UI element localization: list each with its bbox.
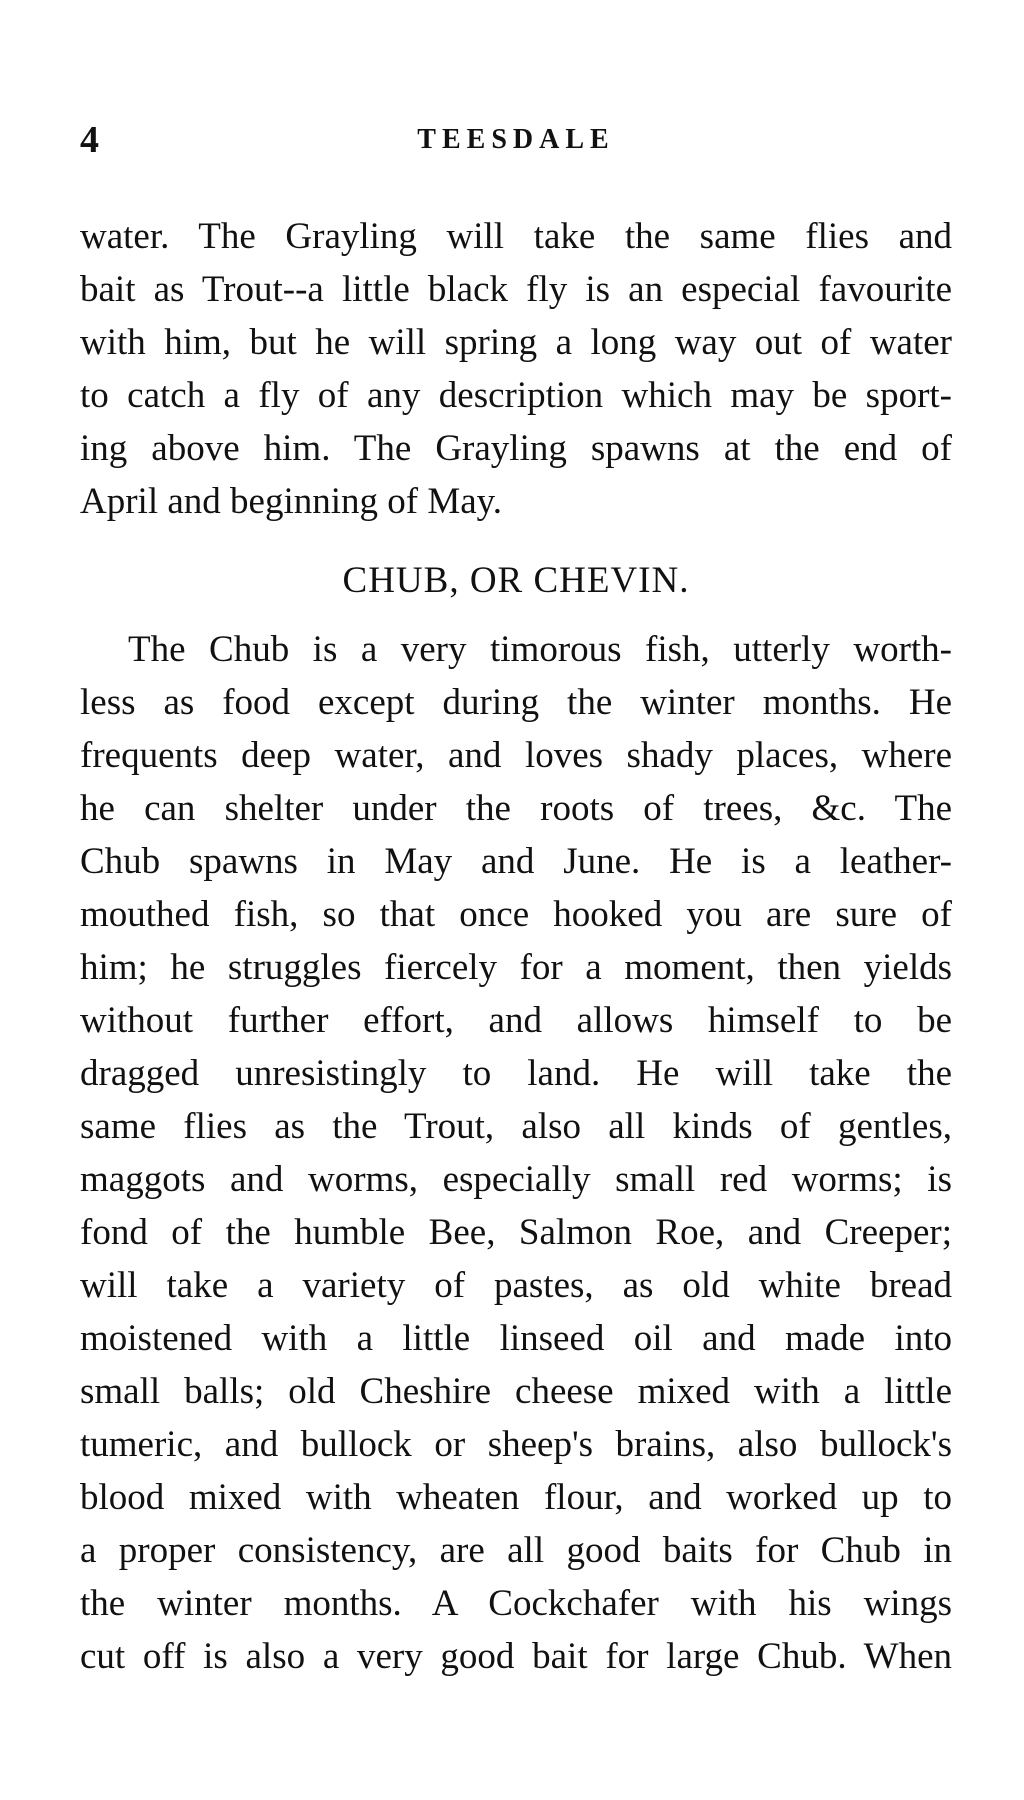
text-line: cut off is also a very good bait for large Chub. When [80,1636,952,1677]
text-line: without further effort, and allows himself to be [80,1000,952,1041]
text-line: with him, but he will spring a long way out of water [80,322,952,363]
text-line: dragged unresistingly to land. He will take the [80,1053,952,1094]
page-number: 4 [80,119,99,161]
text-line: less as food except during the winter months. He [80,682,952,723]
text-line: moistened with a little linseed oil and made into [80,1318,952,1359]
text-line: maggots and worms, especially small red worms; is [80,1159,952,1200]
text-line: Chub spawns in May and June. He is a leather- [80,841,952,882]
text-line: small balls; old Cheshire cheese mixed with a little [80,1371,952,1412]
text-line: to catch a fly of any description which may be sport- [80,375,952,416]
text-line: ing above him. The Grayling spawns at the end of [80,428,952,469]
paragraph-chub [80,623,952,1683]
paragraph-grayling [80,210,952,528]
text-line: frequents deep water, and loves shady places, where [80,735,952,776]
text-line: will take a variety of pastes, as old white bread [80,1265,952,1306]
text-line: The Chub is a very timorous fish, utterly worth- [128,629,952,670]
text-line: blood mixed with wheaten flour, and worked up to [80,1477,952,1518]
running-title: TEESDALE [417,124,615,155]
text-line: fond of the humble Bee, Salmon Roe, and Creeper; [80,1212,952,1253]
text-line: tumeric, and bullock or sheep's brains, also bullock's [80,1424,952,1465]
text-line: mouthed fish, so that once hooked you are sure of [80,894,952,935]
text-line: him; he struggles fiercely for a moment, then yields [80,947,952,988]
text-line: a proper consistency, are all good baits for Chub in [80,1530,952,1571]
text-line: same flies as the Trout, also all kinds of gentles, [80,1106,952,1147]
text-line: bait as Trout--a little black fly is an especial favourite [80,269,952,310]
text-line: water. The Grayling will take the same flies and [80,216,952,257]
text-line: April and beginning of May. [80,481,502,522]
section-heading: CHUB, OR CHEVIN. [342,560,690,601]
text-line: the winter months. A Cockchafer with his wings [80,1583,952,1624]
text-line: he can shelter under the roots of trees, &c. The [80,788,952,829]
running-head [80,118,952,162]
